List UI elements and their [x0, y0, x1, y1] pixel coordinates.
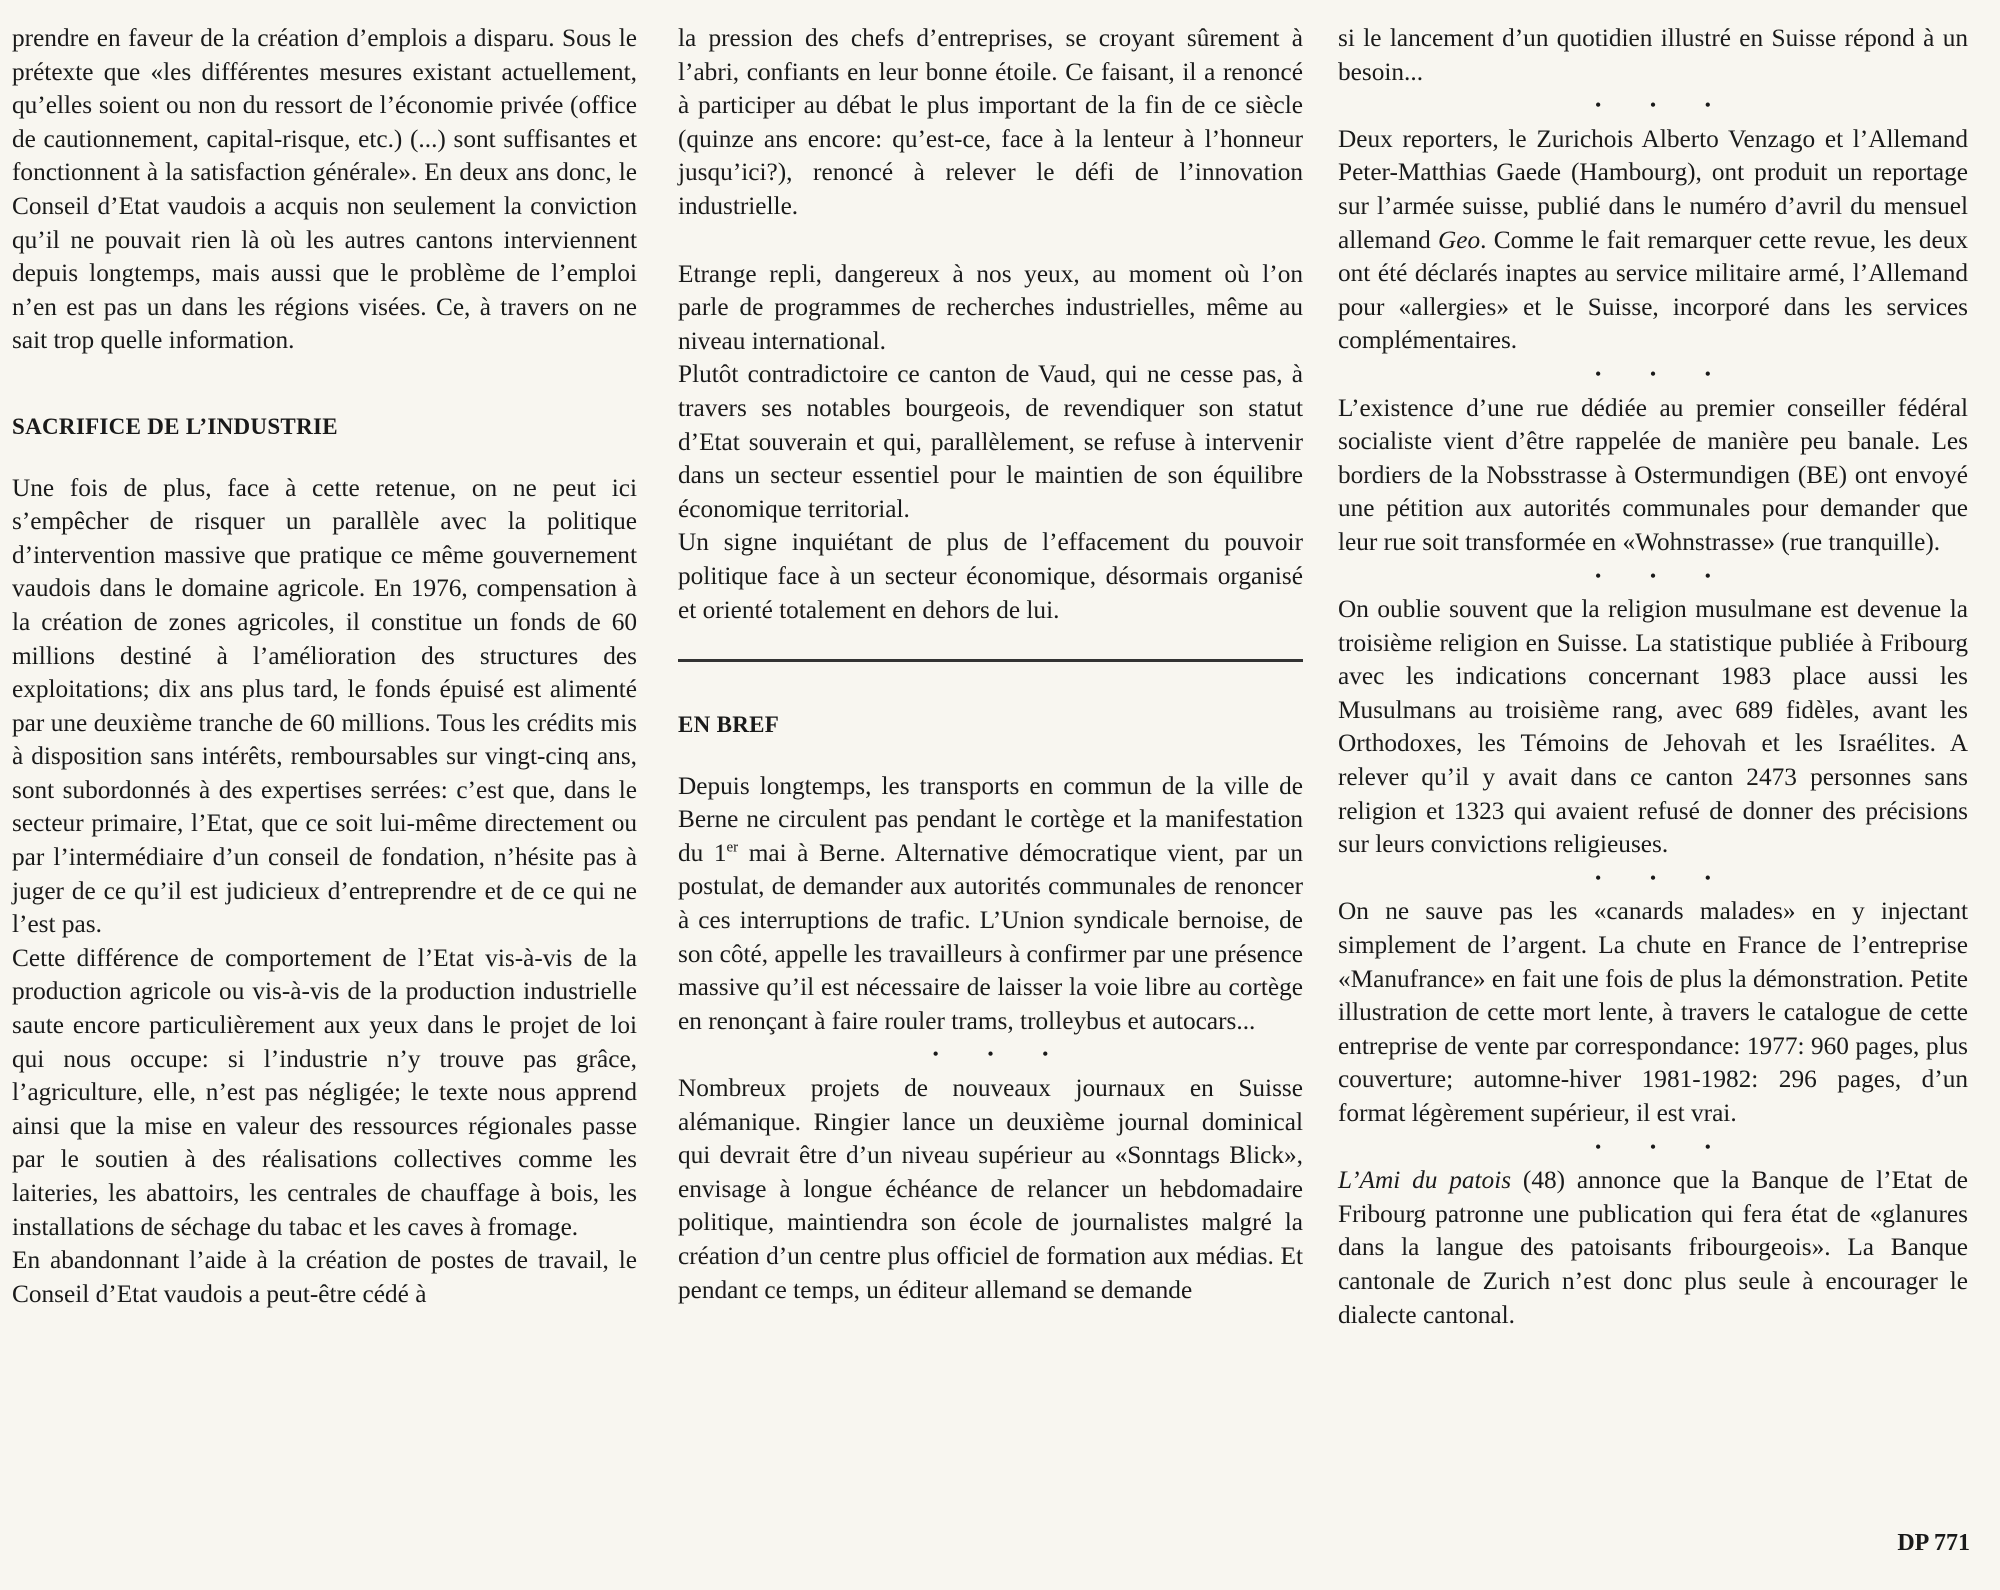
- asterism-separator: • • •: [1595, 363, 1733, 384]
- paragraph: Etrange repli, dangereux à nos yeux, au moment où l’on parle de programmes de recherches industrielles, même au niveau international.: [678, 259, 1303, 355]
- asterism-separator: • • •: [932, 1044, 1071, 1065]
- asterism-separator: • • •: [1595, 565, 1733, 586]
- publication-title: Geo: [1437, 225, 1481, 254]
- news-item: si le lancement d’un quotidien illustré en Suisse répond à un besoin...: [1338, 24, 1968, 86]
- paragraph: Une fois de plus, face à cette retenue, on ne peut ici s’empêcher de risquer un parallèle avec la politique d’intervention massive que pratique ce même gouvernement vaudois dans le domaine agricole. En 1976, compensation à la création de zones agricoles, il constitue un fonds de 60 millions destiné à l’amélioration des structures des exploitations; dix ans plus tard, le fonds épuisé est alimenté par une deuxième tranche de 60 millions. Tous les crédits mis à disposition sans intérêts, remboursables sur vingt-cinq ans, sont subordonnés à des expertises serrées: c’est que, dans le secteur primaire, l’Etat, que ce soit lui-même directement ou par l’intermédiaire d’un conseil de fondation, n’hésite pas à juger de ce qu’il est judicieux d’entreprendre et de ce qui ne l’est pas.: [12, 473, 637, 939]
- asterism-separator: • • •: [1595, 1136, 1733, 1157]
- asterism-separator: • • •: [1595, 95, 1733, 116]
- middle-column: [678, 22, 1303, 1307]
- paragraph: Plutôt contradictoire ce canton de Vaud, qui ne cesse pas, à travers ses notables bourgeois, de revendiquer son statut d’Etat souverain et qui, parallèlement, se refuse à intervenir dans un secteur essentiel pour le maintien de son équilibre économique territorial.: [678, 360, 1303, 523]
- paragraph: la pression des chefs d’entreprises, se croyant sûrement à l’abri, confiants en leur bonne étoile. Ce faisant, il a renoncé à participer au débat le plus important de la fin de ce siècle (quinze ans encore: qu’est-ce, face à la lenteur à l’honneur jusqu’ici?), renoncé à relever le défi de l’innovation industrielle.: [678, 24, 1303, 220]
- news-text: . Comme le fait remarquer cette revue, les deux ont été déclarés inaptes au service militaire armé, l’Allemand pour «allergies» et le Suisse, incorporé dans les services complémentaires.: [1338, 225, 1968, 355]
- news-item: L’existence d’une rue dédiée au premier conseiller fédéral socialiste vient d’être rappelée de manière peu banale. Les bordiers de la Nobsstrasse à Ostermundigen (BE) ont envoyé une pétition aux autorités communales pour demander que leur rue soit transformée en «Wohnstrasse» (rue tranquille).: [1338, 393, 1968, 556]
- news-item: Nombreux projets de nouveaux journaux en Suisse alémanique. Ringier lance un deuxième journal dominical qui devrait être d’un niveau supérieur au «Sonntags Blick», envisage à longue échéance de relancer un hebdomadaire politique, maintiendra son école de journalistes malgré la création d’un centre plus officiel de formation aux médias. Et pendant ce temps, un éditeur allemand se demande: [678, 1074, 1303, 1304]
- news-item: [1338, 123, 1968, 358]
- asterism-separator: • • •: [1595, 867, 1733, 888]
- news-item: On ne sauve pas les «canards malades» en y injectant simplement de l’argent. La chute en France de l’entreprise «Manufrance» en fait une fois de plus la démonstration. Petite illustration de cette mort lente, à travers le catalogue de cette entreprise de vente par correspondance: 1977: 960 pages, plus couverture; automne-hiver 1981-1982: 296 pages, d’un format légèrement supérieur, il est vrai.: [1338, 897, 1968, 1127]
- section-heading-sacrifice: SACRIFICE DE L’INDUSTRIE: [12, 413, 338, 439]
- left-column: [12, 22, 637, 1311]
- paragraph: Un signe inquiétant de plus de l’effacement du pouvoir politique face à un secteur économique, désormais organisé et orienté totalement en dehors de lui.: [678, 528, 1303, 624]
- news-text: Deux reporters, le Zurichois Alberto Venzago et l’Allemand Peter-Matthias Gaede (Hambourg), ont produit un reportage sur l’armée suisse, publié dans le numéro d’avril du mensuel allemand: [1338, 124, 1968, 254]
- right-column: [1338, 22, 1968, 1332]
- superscript: er: [726, 839, 739, 856]
- publication-title: L’Ami du patois: [1338, 1166, 1512, 1195]
- news-item: [678, 770, 1303, 1039]
- news-text: Depuis longtemps, les transports en commun de la ville de Berne ne circulent pas pendant le cortège et la manifestation du 1: [678, 771, 1303, 867]
- paragraph: En abandonnant l’aide à la création de postes de travail, le Conseil d’Etat vaudois a peut-être cédé à: [12, 1246, 637, 1308]
- section-heading-en-bref: EN BREF: [678, 712, 780, 738]
- news-text: mai à Berne. Alternative démocratique vient, par un postulat, de demander aux autorités communales de renoncer à ces interruptions de trafic. L’Union syndicale bernoise, de son côté, appelle les travailleurs à confirmer par une présence massive qu’il est nécessaire de laisser la voie libre au cortège en renonçant à faire rouler trams, trolleybus et autocars...: [678, 838, 1303, 1035]
- news-item: On oublie souvent que la religion musulmane est devenue la troisième religion en Suisse. La statistique publiée à Fribourg avec les indications concernant 1983 place aussi les Musulmans au troisième rang, avec 689 fidèles, avant les Orthodoxes, les Témoins de Jehovah et les Israélites. A relever qu’il y avait dans ce canton 2473 personnes sans religion et 1323 qui avaient refusé de donner des précisions sur leurs convictions religieuses.: [1338, 595, 1968, 859]
- section-divider: [678, 659, 1303, 662]
- news-text: (48) annonce que la Banque de l’Etat de Fribourg patronne une publication qui fera état de «glanures dans la langue des patoisants fribourgeois». La Banque cantonale de Zurich n’est donc plus seule à encourager le dialecte cantonal.: [1338, 1166, 1968, 1329]
- paragraph: Cette différence de comportement de l’Etat vis-à-vis de la production agricole ou vis-à-vis de la production industrielle saute encore particulièrement aux yeux dans le projet de loi qui nous occupe: si l’industrie n’y trouve pas grâce, l’agriculture, elle, n’est pas négligée; le texte nous apprend ainsi que la mise en valeur des ressources régionales passe par le soutien à des réalisations collectives comme les laiteries, les abattoirs, les centrales de chauffage à bois, les installations de séchage du tabac et les caves à fromage.: [12, 943, 637, 1241]
- paragraph: prendre en faveur de la création d’emplois a disparu. Sous le prétexte que «les différentes mesures existant actuellement, qu’elles soient ou non du ressort de l’économie privée (office de cautionnement, capital-risque, etc.) (...) sont suffisantes et fonctionnent à la satisfaction générale». En deux ans donc, le Conseil d’Etat vaudois a acquis non seulement la conviction qu’il ne pouvait rien là où les autres cantons interviennent depuis longtemps, mais aussi que le problème de l’emploi n’en est pas un dans les régions visées. Ce, à travers on ne sait trop quelle information.: [12, 24, 637, 355]
- page-number: DP 771: [1897, 1530, 1970, 1556]
- news-item: [1338, 1164, 1968, 1332]
